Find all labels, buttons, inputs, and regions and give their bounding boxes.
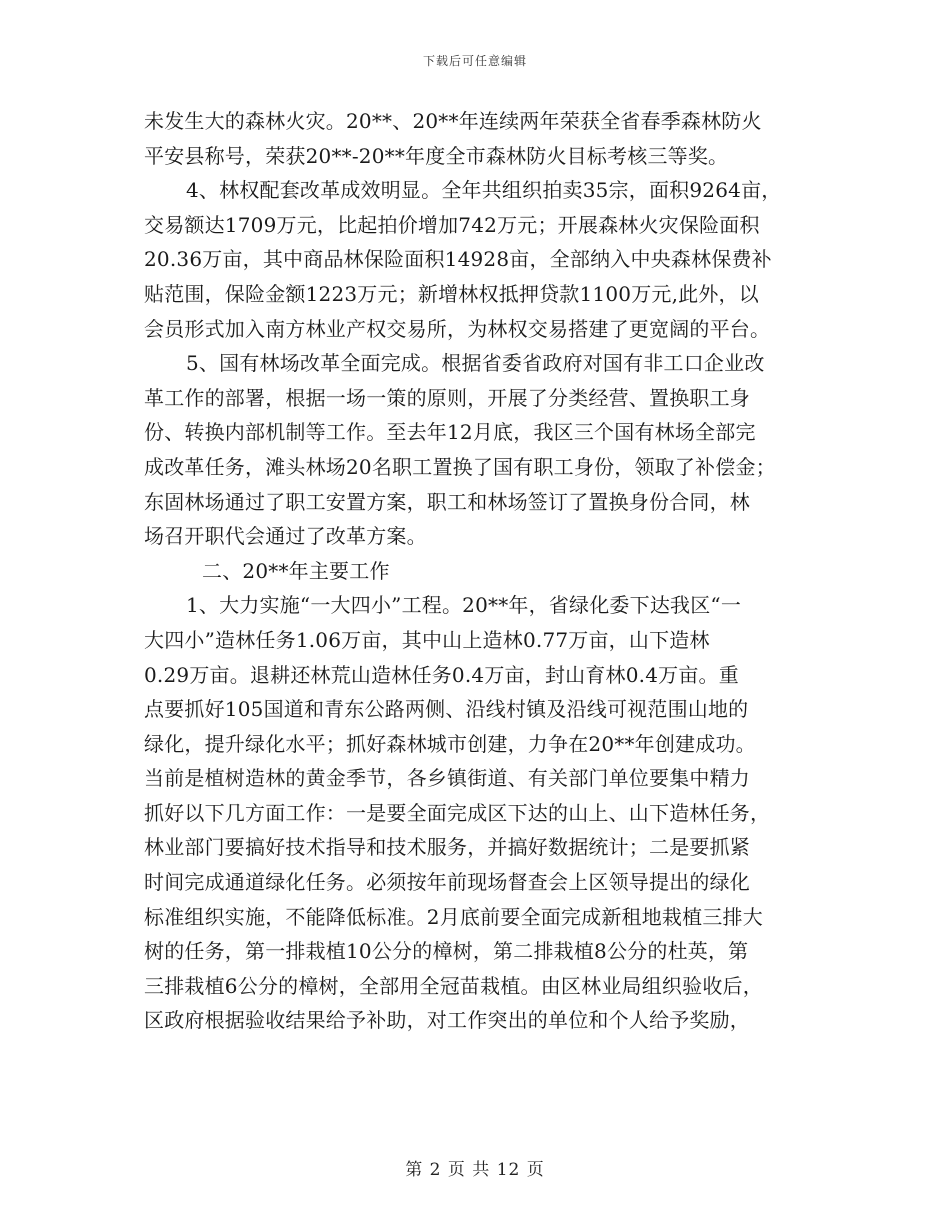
text-line: 二、20**年主要工作 — [202, 558, 390, 583]
page-number-footer: 第 2 页 共 12 页 — [405, 1160, 545, 1180]
text-line: 成改革任务，滩头林场20名职工置换了国有职工身份，领取了补偿金； — [144, 454, 776, 479]
text-line: 树的任务，第一排栽植10公分的樟树，第二排栽植8公分的杜英，第 — [144, 939, 749, 964]
page-header-note: 下载后可任意编辑 — [422, 54, 527, 68]
text-line: 抓好以下几方面工作：一是要全面完成区下达的山上、山下造林任务， — [144, 800, 771, 825]
text-line: 绿化，提升绿化水平；抓好森林城市创建，力争在20**年创建成功。 — [144, 731, 756, 756]
text-line: 份、转换内部机制等工作。至去年12月底，我区三个国有林场全部完 — [144, 420, 756, 445]
text-line: 20.36万亩，其中商品林保险面积14928亩，全部纳入中央森林保费补 — [144, 247, 772, 272]
text-line: 平安县称号，荣获20**-20**年度全市森林防火目标考核三等奖。 — [144, 143, 729, 168]
text-line: 0.29万亩。退耕还林荒山造林任务0.4万亩，封山育林0.4万亩。重 — [144, 662, 739, 687]
text-line: 革工作的部署，根据一场一策的原则，开展了分类经营、置换职工身 — [144, 385, 750, 410]
text-line: 交易额达1709万元，比起拍价增加742万元；开展森林火灾保险面积 — [144, 212, 760, 237]
text-line: 5、国有林场改革全面完成。根据省委省政府对国有非工口企业改 — [186, 351, 765, 376]
text-line: 标准组织实施，不能降低标准。2月底前要全面完成新租地栽植三排大 — [144, 904, 763, 929]
text-line: 区政府根据验收结果给予补助，对工作突出的单位和个人给予奖励， — [144, 1008, 750, 1033]
text-line: 1、大力实施“一大四小”工程。20**年，省绿化委下达我区“一 — [186, 593, 742, 618]
text-line: 东固林场通过了职工安置方案，职工和林场签订了置换身份合同，林 — [144, 489, 750, 514]
text-line: 未发生大的森林火灾。20**、20**年连续两年荣获全省春季森林防火 — [144, 109, 762, 133]
text-line: 大四小”造林任务1.06万亩，其中山上造林0.77万亩，山下造林 — [144, 627, 710, 652]
document-body — [144, 104, 814, 1038]
text-line: 当前是植树造林的黄金季节，各乡镇街道、有关部门单位要集中精力 — [144, 766, 750, 791]
text-line: 点要抓好105国道和青东公路两侧、沿线村镇及沿线可视范围山地的 — [144, 697, 749, 722]
text-line: 贴范围，保险金额1223万元；新增林权抵押贷款1100万元,此外，以 — [144, 281, 759, 306]
text-line: 三排栽植6公分的樟树，全部用全冠苗栽植。由区林业局组织验收后， — [144, 973, 763, 998]
text-line: 场召开职代会通过了改革方案。 — [144, 524, 427, 549]
text-line: 4、林权配套改革成效明显。全年共组织拍卖35宗，面积9264亩， — [186, 178, 782, 203]
text-line: 林业部门要搞好技术指导和技术服务，并搞好数据统计；二是要抓紧 — [144, 835, 750, 860]
text-line: 时间完成通道绿化任务。必须按年前现场督查会上区领导提出的绿化 — [144, 870, 750, 895]
text-line: 会员形式加入南方林业产权交易所，为林权交易搭建了更宽阔的平台。 — [144, 316, 771, 341]
